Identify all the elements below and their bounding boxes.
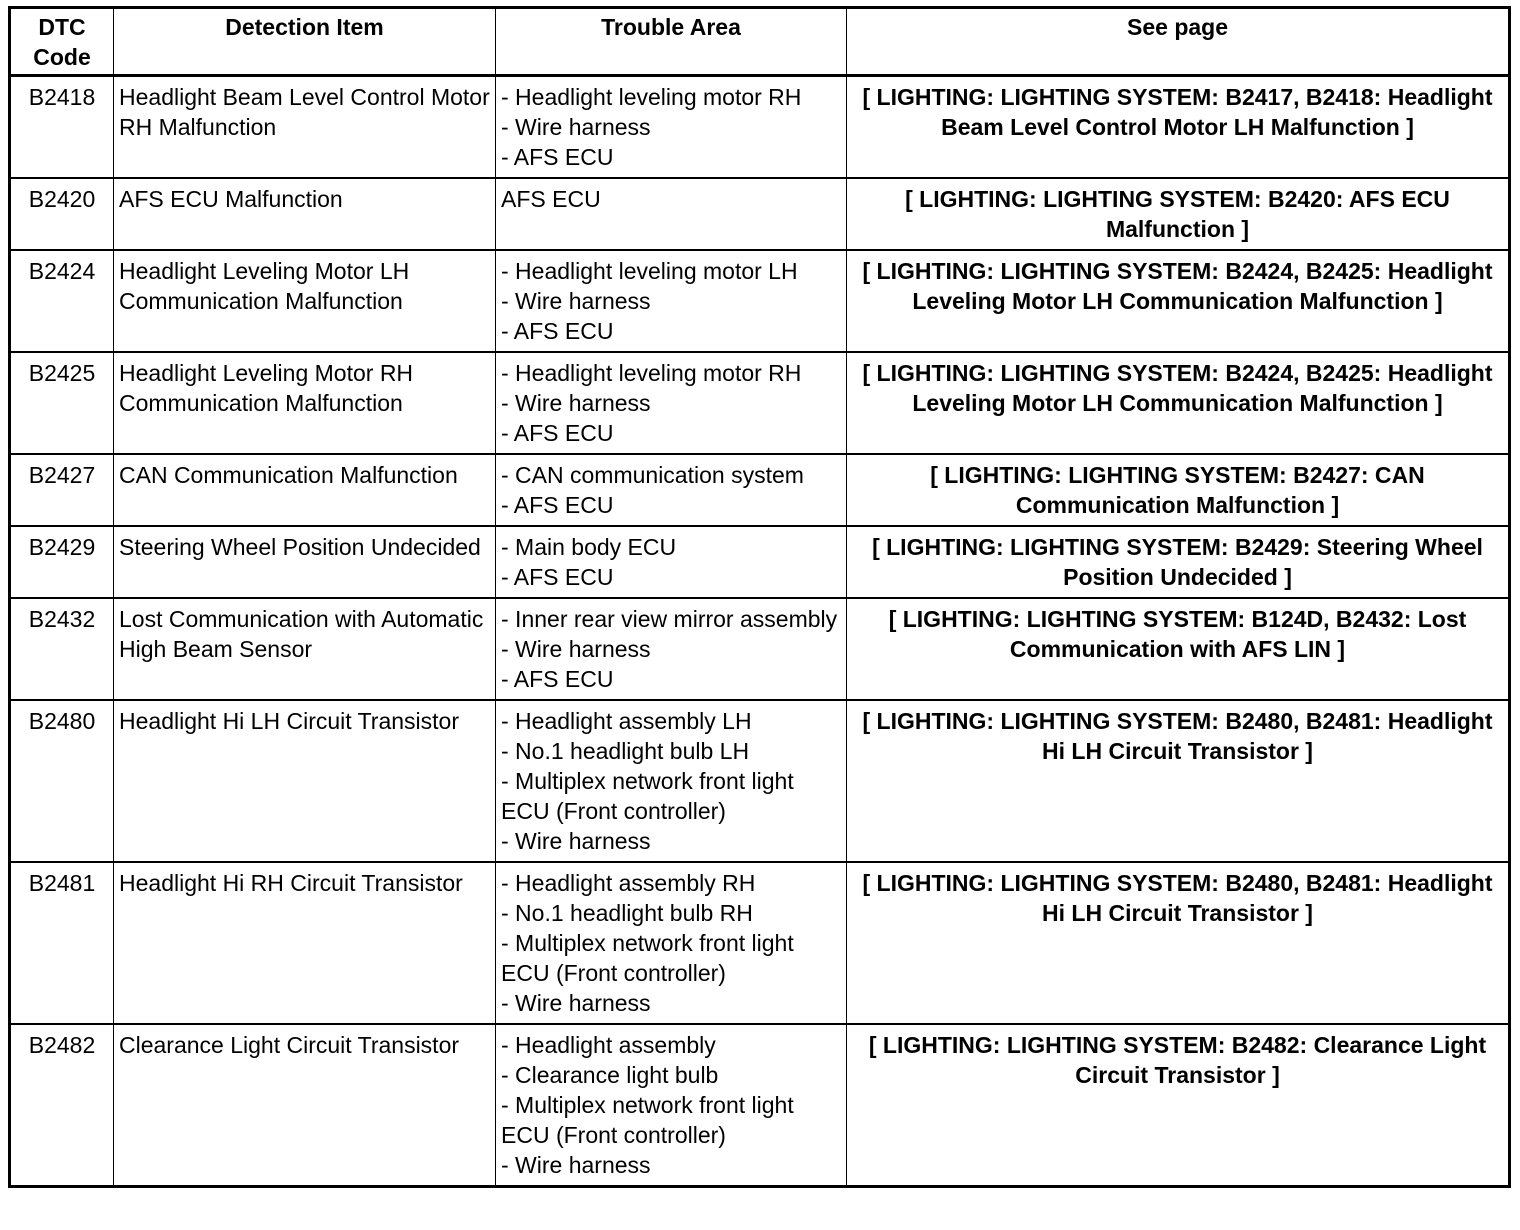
table-header: [10, 8, 1510, 76]
trouble-area-cell: - Headlight assembly - Clearance light bulb - Multiplex network front light ECU (Front controller) - Wire harness: [496, 1024, 847, 1187]
dtc-code-cell: B2418: [10, 76, 114, 179]
dtc-code-cell: B2420: [10, 178, 114, 250]
table-row: [10, 526, 1510, 598]
detection-item-cell: Lost Communication with Automatic High Beam Sensor: [114, 598, 496, 700]
table-row: [10, 76, 1510, 179]
table-row: [10, 352, 1510, 454]
detection-item-cell: Headlight Leveling Motor RH Communication Malfunction: [114, 352, 496, 454]
dtc-table-container: [8, 6, 1511, 1188]
dtc-code-cell: B2424: [10, 250, 114, 352]
see-page-link[interactable]: [ LIGHTING: LIGHTING SYSTEM: B2482: Clearance Light Circuit Transistor ]: [847, 1024, 1510, 1187]
dtc-code-cell: B2481: [10, 862, 114, 1024]
trouble-area-cell: - CAN communication system - AFS ECU: [496, 454, 847, 526]
detection-item-cell: Headlight Hi LH Circuit Transistor: [114, 700, 496, 862]
trouble-area-cell: - Inner rear view mirror assembly - Wire harness - AFS ECU: [496, 598, 847, 700]
see-page-link[interactable]: [ LIGHTING: LIGHTING SYSTEM: B2420: AFS ECU Malfunction ]: [847, 178, 1510, 250]
trouble-area-cell: - Headlight leveling motor RH - Wire harness - AFS ECU: [496, 76, 847, 179]
table-row: [10, 1024, 1510, 1187]
detection-item-cell: AFS ECU Malfunction: [114, 178, 496, 250]
trouble-area-cell: - Main body ECU - AFS ECU: [496, 526, 847, 598]
dtc-code-cell: B2480: [10, 700, 114, 862]
detection-item-cell: CAN Communication Malfunction: [114, 454, 496, 526]
dtc-table: [8, 6, 1511, 1188]
table-body: [10, 76, 1510, 1187]
see-page-link[interactable]: [ LIGHTING: LIGHTING SYSTEM: B2480, B2481: Headlight Hi LH Circuit Transistor ]: [847, 862, 1510, 1024]
table-row: [10, 454, 1510, 526]
detection-item-cell: Headlight Beam Level Control Motor RH Malfunction: [114, 76, 496, 179]
dtc-code-cell: B2482: [10, 1024, 114, 1187]
see-page-link[interactable]: [ LIGHTING: LIGHTING SYSTEM: B2417, B2418: Headlight Beam Level Control Motor LH Malfunction ]: [847, 76, 1510, 179]
detection-item-cell: Headlight Leveling Motor LH Communication Malfunction: [114, 250, 496, 352]
table-row: [10, 700, 1510, 862]
detection-item-cell: Headlight Hi RH Circuit Transistor: [114, 862, 496, 1024]
table-row: [10, 178, 1510, 250]
dtc-code-cell: B2427: [10, 454, 114, 526]
table-row: [10, 250, 1510, 352]
see-page-link[interactable]: [ LIGHTING: LIGHTING SYSTEM: B2480, B2481: Headlight Hi LH Circuit Transistor ]: [847, 700, 1510, 862]
see-page-link[interactable]: [ LIGHTING: LIGHTING SYSTEM: B2424, B2425: Headlight Leveling Motor LH Communication Malfunction ]: [847, 250, 1510, 352]
header-row: [10, 8, 1510, 76]
trouble-area-cell: AFS ECU: [496, 178, 847, 250]
table-row: [10, 862, 1510, 1024]
table-row: [10, 598, 1510, 700]
header-dtc-code: DTC Code: [10, 8, 114, 76]
see-page-link[interactable]: [ LIGHTING: LIGHTING SYSTEM: B124D, B2432: Lost Communication with AFS LIN ]: [847, 598, 1510, 700]
dtc-code-cell: B2425: [10, 352, 114, 454]
trouble-area-cell: - Headlight leveling motor RH - Wire harness - AFS ECU: [496, 352, 847, 454]
trouble-area-cell: - Headlight leveling motor LH - Wire harness - AFS ECU: [496, 250, 847, 352]
detection-item-cell: Clearance Light Circuit Transistor: [114, 1024, 496, 1187]
dtc-code-cell: B2429: [10, 526, 114, 598]
header-detection-item: Detection Item: [114, 8, 496, 76]
header-see-page: See page: [847, 8, 1510, 76]
see-page-link[interactable]: [ LIGHTING: LIGHTING SYSTEM: B2424, B2425: Headlight Leveling Motor LH Communication Malfunction ]: [847, 352, 1510, 454]
see-page-link[interactable]: [ LIGHTING: LIGHTING SYSTEM: B2427: CAN Communication Malfunction ]: [847, 454, 1510, 526]
see-page-link[interactable]: [ LIGHTING: LIGHTING SYSTEM: B2429: Steering Wheel Position Undecided ]: [847, 526, 1510, 598]
dtc-code-cell: B2432: [10, 598, 114, 700]
header-trouble-area: Trouble Area: [496, 8, 847, 76]
detection-item-cell: Steering Wheel Position Undecided: [114, 526, 496, 598]
trouble-area-cell: - Headlight assembly LH - No.1 headlight bulb LH - Multiplex network front light ECU (Front controller) - Wire harness: [496, 700, 847, 862]
trouble-area-cell: - Headlight assembly RH - No.1 headlight bulb RH - Multiplex network front light ECU (Front controller) - Wire harness: [496, 862, 847, 1024]
